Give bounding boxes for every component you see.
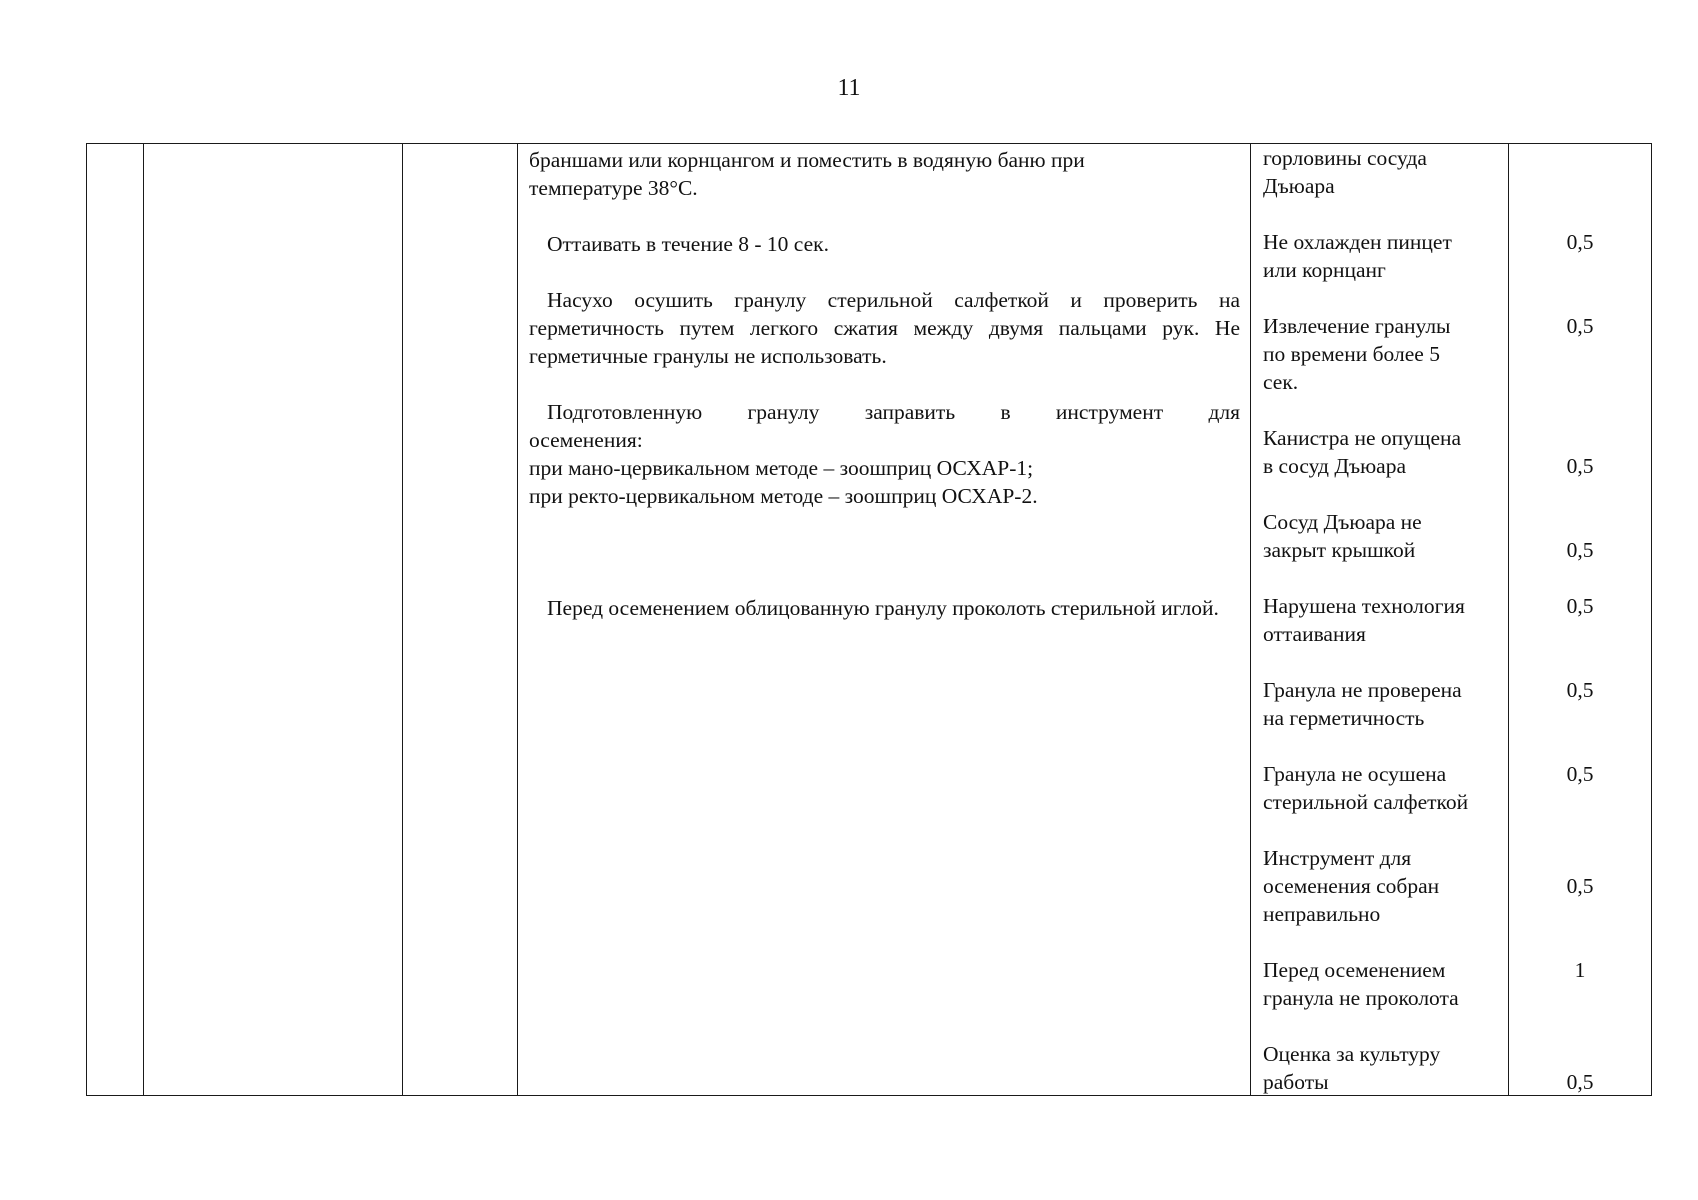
text-line: осеменения: bbox=[529, 428, 643, 452]
error-text: Гранула не проверена bbox=[1263, 678, 1462, 702]
paragraph-thawing-bath bbox=[529, 146, 1240, 202]
error-text: Сосуд Дъюара не bbox=[1263, 510, 1422, 534]
error-text: горловины сосуда bbox=[1263, 146, 1427, 170]
text-line: браншами или корнцангом и поместить в водяную баню при bbox=[529, 148, 1085, 172]
text-line: Подготовленную гранулу заправить в инструмент для bbox=[547, 400, 1240, 424]
procedure-description-cell bbox=[518, 144, 1251, 1096]
error-text: или корнцанг bbox=[1263, 258, 1386, 282]
assessment-table bbox=[86, 143, 1652, 1096]
error-text: Нарушена технология bbox=[1263, 594, 1465, 618]
points-value: 0,5 bbox=[1566, 874, 1594, 898]
points-value: 0,5 bbox=[1566, 594, 1594, 618]
paragraph-puncture-granule: Перед осеменением облицованную гранулу проколоть стерильной иглой. bbox=[547, 596, 1219, 620]
error-text: Оценка за культуру bbox=[1263, 1042, 1441, 1066]
table-row bbox=[87, 144, 1652, 1096]
points-cell bbox=[1509, 144, 1652, 1096]
error-item bbox=[1263, 424, 1504, 480]
errors-cell bbox=[1251, 144, 1509, 1096]
points-value: 1 bbox=[1574, 958, 1586, 982]
points-value: 0,5 bbox=[1566, 230, 1594, 254]
points-value: 0,5 bbox=[1566, 678, 1594, 702]
error-text: на герметичность bbox=[1263, 706, 1425, 730]
points-value: 0,5 bbox=[1566, 538, 1594, 562]
error-text: неправильно bbox=[1263, 902, 1381, 926]
error-text: сек. bbox=[1263, 370, 1299, 394]
error-item bbox=[1263, 844, 1504, 928]
error-item bbox=[1263, 956, 1504, 1012]
error-text: Извлечение гранулы bbox=[1263, 314, 1451, 338]
error-item bbox=[1263, 760, 1504, 816]
error-item bbox=[1263, 312, 1504, 396]
error-text: Инструмент для bbox=[1263, 846, 1412, 870]
error-text: Перед осеменением bbox=[1263, 958, 1446, 982]
points-value: 0,5 bbox=[1566, 314, 1594, 338]
text-line: при мано-цервикальном методе – зоошприц ОСХАР-1; bbox=[529, 456, 1034, 480]
error-item bbox=[1263, 592, 1504, 648]
error-text: Не охлажден пинцет bbox=[1263, 230, 1452, 254]
text-line: при ректо-цервикальном методе – зоошприц ОСХАР-2. bbox=[529, 484, 1038, 508]
number-cell bbox=[87, 144, 144, 1096]
error-item bbox=[1263, 676, 1504, 732]
error-text: Гранула не осушена bbox=[1263, 762, 1447, 786]
time-cell bbox=[403, 144, 518, 1096]
stage-cell bbox=[144, 144, 403, 1096]
error-text: в сосуд Дъюара bbox=[1263, 454, 1407, 478]
error-text: по времени более 5 bbox=[1263, 342, 1440, 366]
page-number: 11 bbox=[837, 75, 861, 101]
paragraph-load-instrument bbox=[529, 398, 1240, 510]
paragraph-thaw-duration: Оттаивать в течение 8 - 10 сек. bbox=[547, 232, 829, 256]
points-value: 0,5 bbox=[1566, 454, 1594, 478]
error-text: закрыт крышкой bbox=[1263, 538, 1416, 562]
error-item bbox=[1263, 1040, 1504, 1096]
text-line: температуре 38°С. bbox=[529, 176, 698, 200]
error-text: работы bbox=[1263, 1070, 1329, 1094]
error-item bbox=[1263, 144, 1504, 200]
error-text: осеменения собран bbox=[1263, 874, 1440, 898]
error-text: стерильной салфеткой bbox=[1263, 790, 1469, 814]
paragraph-dry-and-check: Насухо осушить гранулу стерильной салфеткой и проверить на герметичность путем легкого сжатия между двумя пальцами рук. Не герметичные гранулы не использовать. bbox=[529, 288, 1240, 368]
error-text: гранула не проколота bbox=[1263, 986, 1459, 1010]
error-item bbox=[1263, 228, 1504, 284]
error-text: оттаивания bbox=[1263, 622, 1366, 646]
points-value: 0,5 bbox=[1566, 1070, 1594, 1094]
points-value: 0,5 bbox=[1566, 762, 1594, 786]
error-text: Дъюара bbox=[1263, 174, 1335, 198]
error-text: Канистра не опущена bbox=[1263, 426, 1462, 450]
error-item bbox=[1263, 508, 1504, 564]
